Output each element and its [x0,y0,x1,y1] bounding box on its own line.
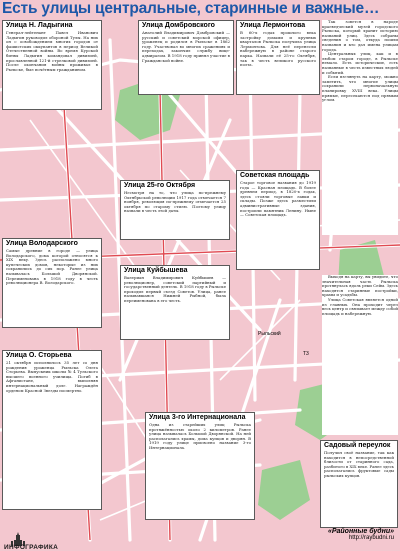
right-paragraph: Если взглянуть на карту, можно заметить, что многие улицы сохранили первоначальную планировку XVIII века. Улицы прямые, пересекаются под прямым углом. [322,74,398,103]
box-oktyabrya-body: Несмотря на то, что улица по-прежнему Октябрьской революции 1917 года отмечается 7 ноября, революция по-прежнему отмечается 25 октября по старому стилю. Поэтому улицу назвали в честь этой даты. [124,190,226,214]
box-ladygina [2,20,102,110]
map-label: Т3 [303,351,309,357]
brand-url[interactable]: http://raybudni.ru [348,535,394,541]
box-sadovy-body: Получил своё название, так как находится в непосредственной близости от старинного сада, разбитого в XIX веке. Ранее здесь располагались фруктовые сады рыльских купцов. [324,450,394,478]
box-ladygina-heading: Улица Н. Ладыгина [6,22,73,29]
box-internatsionala [145,412,255,520]
box-sovetskaya-heading: Советская площадь [240,172,310,179]
box-lermontova-body: В 60-х годах прошлого века застройку домами и крупных кварталов Рыльска получила улица Лермонтова. Для неё перенесли набережную в районе старого парка. Назвали её 25-го Октября, так в честь великого русского поэта. [240,30,316,68]
box-dombrovsky-body: Анатолий Владимирович Домбровский — русский и советский морской офицер, уроженец и родился в Рыльске в 1862 году. Участвовал во многих сражениях и переходах, закончил службу вице-адмиралом. В 1918 году принял участие в Гражданской войне. [142,30,230,63]
page-title: Есть улицы центральные, старинные и важные… [2,0,380,17]
right-paragraph: Выходя на карту, вы увидите, что значительная часть Рыльска протянулась вдоль реки Сейм. Здесь находятся старинные постройки, храмы и усадьбы. [322,275,398,298]
infographic-logo [4,532,76,550]
box-sadovy [320,440,398,528]
box-lermontova-heading: Улица Лермонтова [240,22,306,29]
box-kuibysheva [120,265,230,340]
logo-text: ИНФОГРАФИКА [4,544,59,551]
box-oktyabrya [120,180,230,240]
box-volodarskogo-heading: Улица Володарского [6,240,78,247]
box-kuibysheva-body: Валериан Владимирович Куйбышев — революционер, советский партийный и государственный деятель. В 1918 году в Рыльске проходил первый съезд Советов. Улица, ранее называвшаяся Нижней Рыбной, была переименована в его честь. [124,275,226,303]
box-sadovy-heading: Садовый переулок [324,442,391,449]
box-storyeva [2,350,102,510]
box-kuibysheva-heading: Улица Куйбышева [124,267,188,274]
right-text-column [322,20,398,235]
right-paragraph: Улица Советская является одной из главных. Она проходит через весь центр и связывает между собой площадь и набережную. [322,296,398,316]
right-paragraph: Центральных улиц, как и в любом старом городе, в Рыльске немало. Есть исторические, есть названные в честь известных людей и событий. [322,51,398,75]
box-ladygina-body: Генерал-лейтенант Павел Иванович Ладыгин руководил обороной Тулы. На них он с освобождением многих городов от фашистских оккупантов в период Великой Отечественной войны. Во время Курской битвы Ладыгин командовал дивизией, прославленной 121-й стрелковой дивизией. После окончания войны проживал в Рыльске, был почётным гражданином. [6,30,98,72]
box-internatsionala-body: Одна из старейших улиц Рыльска протяжённостью около 2 километров. Ранее улица называлась Большой Дворянской. На ней располагались храмы, дома купцов и дворян. В 1919 году улице присвоено название 3-го Интернационала. [149,422,251,450]
box-oktyabrya-heading: Улица 25-го Октября [124,182,196,189]
box-sovetskaya [236,170,320,270]
box-storyeva-heading: Улица О. Сторьева [6,352,72,359]
box-internatsionala-heading: Улица 3-го Интернационала [149,414,246,421]
box-lermontova [236,20,320,95]
box-volodarskogo [2,238,102,328]
box-volodarskogo-body: Самые древние в городе — улица Володарского, дома которой относятся к XIX веку. Здесь расположено много купеческих домов, некоторые из них сохранились до сих пор. Ранее улица называлась Большой Дворянской. Переименована в 1918 году в честь революционера В. Володарского. [6,248,98,286]
box-dombrovsky [138,20,234,95]
footer-brand [328,528,394,541]
box-sovetskaya-body: Старое торговое названия до 1919 года — Красная площадь. В более древнем период, в 1820-х годах, здесь стояли торговые лавки и склады. Позже здесь разместили административные здания, построили памятник Ленину. Ныне — Советская площадь. [240,180,316,218]
brand-name: «Районные будни» [327,528,394,535]
box-dombrovsky-heading: Улица Домбровского [142,22,215,29]
map-label: Рыльский [258,331,281,337]
right-text-column-lower [322,275,398,435]
box-storyeva-body: 21 октября исполнилось 35 лет со дня рождения уроженца Рыльска Олега Сторьева. Выпускник школы № 4 Тульского высшего военного училища. Погиб в Афганистане, выполняя интернациональный долг. Награждён орденом Красной Звезды посмертно. [6,360,98,393]
right-paragraph: Так зовется в народе краеведческий музей городского Рыльска, который хранит историю названий улиц. Здесь собраны сведения о том, откуда пошли названия и кто дал имена улицам города. [322,20,398,52]
